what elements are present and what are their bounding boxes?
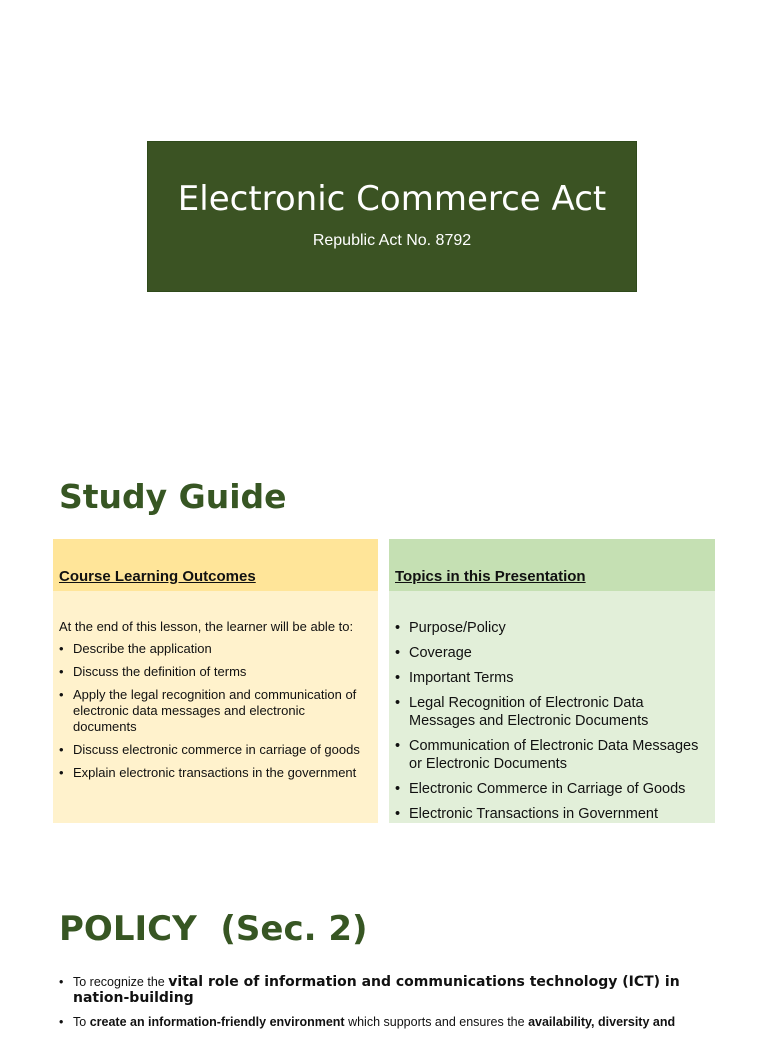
list-item: • Important Terms [395,669,709,687]
list-item: • Explain electronic transactions in the government [59,765,372,781]
list-item: • Coverage [395,644,709,662]
policy-item-emphasis: create an information-friendly environment [89,1015,345,1029]
learning-outcomes-header: Course Learning Outcomes [53,539,378,591]
topics-list [395,619,709,823]
list-item: • Communication of Electronic Data Messages or Electronic Documents [395,737,709,773]
presentation-title: Electronic Commerce Act [177,179,607,219]
policy-item-text: which supports and ensures the [344,1015,529,1029]
list-item: • Apply the legal recognition and communication of electronic data messages and electronic documents [59,687,372,735]
list-item: • Electronic Transactions in Government [395,805,709,823]
title-slide [147,141,637,292]
topics-header: Topics in this Presentation [389,539,715,591]
topics-panel [389,539,715,823]
policy-item-emphasis: availability, diversity and [528,1015,676,1029]
policy-item-text: To [73,1015,90,1029]
policy-heading: POLICY (Sec. 2) [59,909,368,949]
list-item: • Discuss the definition of terms [59,664,372,680]
learning-outcomes-intro: At the end of this lesson, the learner will be able to: [59,619,354,634]
policy-item-emphasis: vital role of information and communications technology (ICT) in nation-building [73,974,680,1006]
presentation-subtitle: Republic Act No. 8792 [312,232,472,249]
policy-item [59,974,719,1006]
policy-list [59,974,719,1038]
study-guide-heading: Study Guide [59,477,287,516]
list-item: • Electronic Commerce in Carriage of Goods [395,780,709,798]
learning-outcomes-panel [53,539,378,823]
list-item: • Legal Recognition of Electronic Data Messages and Electronic Documents [395,694,709,730]
list-item: • Describe the application [59,641,372,657]
policy-item-text: To recognize the [73,975,169,989]
list-item: • Purpose/Policy [395,619,709,637]
list-item: • Discuss electronic commerce in carriage of goods [59,742,372,758]
learning-outcomes-list [59,641,372,781]
policy-item [59,1014,719,1030]
